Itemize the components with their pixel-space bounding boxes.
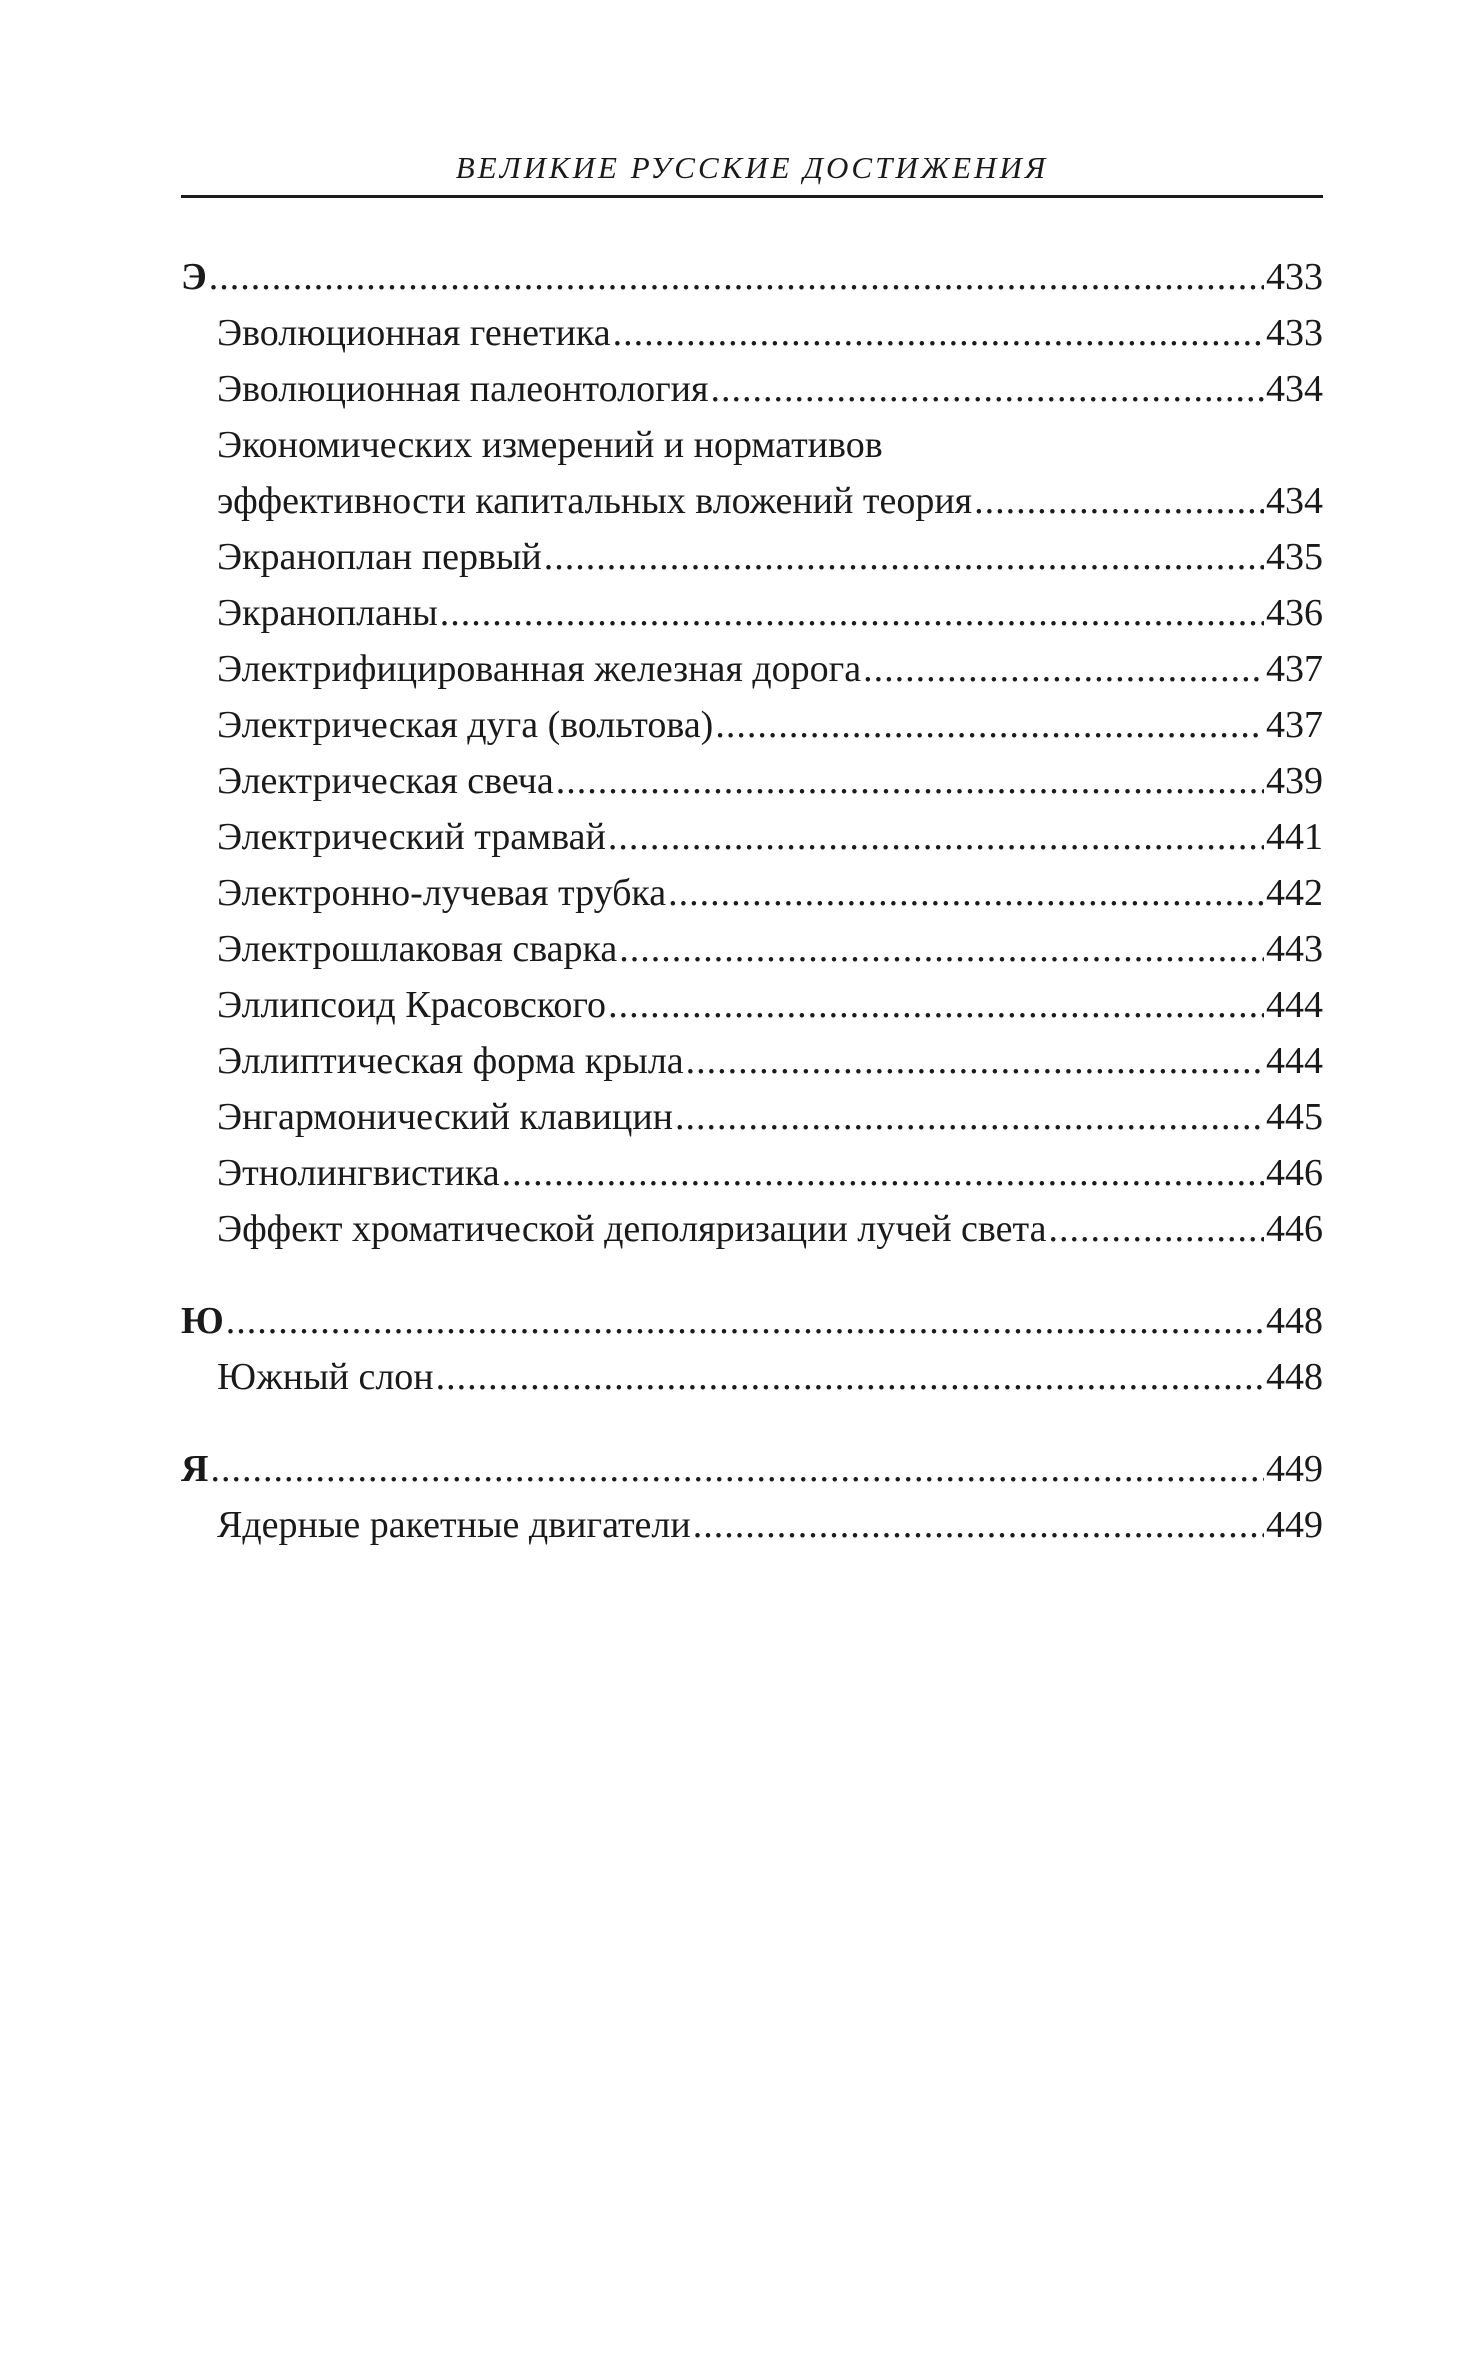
entry-title: Эллипсоид Красовского <box>217 984 607 1026</box>
toc-entry[interactable] <box>181 871 1323 915</box>
section-letter: Э <box>181 256 207 298</box>
page-number: 446 <box>1266 1152 1323 1194</box>
toc-entry[interactable] <box>181 311 1323 355</box>
toc-entry[interactable] <box>181 1355 1323 1399</box>
page-number: 448 <box>1266 1356 1323 1398</box>
dot-leader <box>715 703 1264 747</box>
entry-title: Эффект хроматической деполяризации лучей света <box>217 1208 1047 1250</box>
page-number: 449 <box>1266 1504 1323 1546</box>
page-number: 442 <box>1266 872 1323 914</box>
header-rule <box>181 195 1323 198</box>
entry-title: эффективности капитальных вложений теория <box>217 480 973 522</box>
dot-leader <box>686 1039 1264 1083</box>
toc-section-yu[interactable] <box>181 1299 1323 1343</box>
toc-entry[interactable] <box>181 591 1323 635</box>
dot-leader <box>668 871 1264 915</box>
toc-entry[interactable] <box>181 815 1323 859</box>
entry-title: Ядерные ракетные двигатели <box>217 1504 691 1546</box>
page-number: 449 <box>1266 1448 1323 1490</box>
toc-entry[interactable] <box>181 367 1323 411</box>
page-number: 437 <box>1266 648 1323 690</box>
dot-leader <box>544 535 1264 579</box>
toc-entry[interactable] <box>181 1095 1323 1139</box>
page-number: 439 <box>1266 760 1323 802</box>
toc-entry[interactable] <box>181 535 1323 579</box>
dot-leader <box>502 1151 1264 1195</box>
dot-leader <box>863 647 1264 691</box>
entry-title: Эволюционная генетика <box>217 312 611 354</box>
entry-title: Эллиптическая форма крыла <box>217 1040 684 1082</box>
dot-leader <box>210 1447 1264 1491</box>
entry-title: Южный слон <box>217 1356 434 1398</box>
toc-section-ya[interactable] <box>181 1447 1323 1491</box>
page-number: 446 <box>1266 1208 1323 1250</box>
page-number: 433 <box>1266 312 1323 354</box>
toc-entry[interactable] <box>181 983 1323 1027</box>
toc-entry[interactable] <box>181 927 1323 971</box>
entry-title: Эволюционная палеонтология <box>217 368 709 410</box>
page-number: 434 <box>1266 368 1323 410</box>
entry-title: Энгармонический клавицин <box>217 1096 674 1138</box>
entry-title: Электрический трамвай <box>217 816 606 858</box>
dot-leader <box>619 927 1264 971</box>
toc-entry[interactable] <box>181 759 1323 803</box>
page-number: 441 <box>1266 816 1323 858</box>
toc-entry-multiline[interactable] <box>181 423 1323 523</box>
dot-leader <box>974 479 1264 523</box>
entry-title: Этнолингвистика <box>217 1152 500 1194</box>
dot-leader <box>436 1355 1264 1399</box>
toc-entry[interactable] <box>181 1503 1323 1547</box>
page-number: 437 <box>1266 704 1323 746</box>
dot-leader <box>226 1299 1264 1343</box>
page-number: 433 <box>1266 256 1323 298</box>
entry-title-line1: Экономических измерений и нормативов <box>217 424 883 466</box>
toc-entry[interactable] <box>181 1151 1323 1195</box>
page-number: 435 <box>1266 536 1323 578</box>
dot-leader <box>440 591 1264 635</box>
entry-title: Электрошлаковая сварка <box>217 928 618 970</box>
toc-entry[interactable] <box>181 703 1323 747</box>
dot-leader <box>675 1095 1264 1139</box>
dot-leader <box>1048 1207 1264 1251</box>
section-gap <box>181 1263 1323 1299</box>
dot-leader <box>710 367 1264 411</box>
dot-leader <box>693 1503 1264 1547</box>
entry-title: Электрическая свеча <box>217 760 554 802</box>
dot-leader <box>608 983 1264 1027</box>
entry-title: Экраноплан первый <box>217 536 542 578</box>
entry-title: Экранопланы <box>217 592 438 634</box>
dot-leader <box>209 255 1264 299</box>
dot-leader <box>613 311 1264 355</box>
table-of-contents <box>181 255 1323 1559</box>
dot-leader <box>608 815 1264 859</box>
toc-section-e[interactable] <box>181 255 1323 299</box>
section-letter: Ю <box>181 1300 224 1342</box>
page-number: 448 <box>1266 1300 1323 1342</box>
toc-entry[interactable] <box>181 1039 1323 1083</box>
section-gap <box>181 1411 1323 1447</box>
toc-entry[interactable] <box>181 1207 1323 1251</box>
page-number: 434 <box>1266 480 1323 522</box>
page-number: 444 <box>1266 1040 1323 1082</box>
page-number: 443 <box>1266 928 1323 970</box>
page-number: 436 <box>1266 592 1323 634</box>
section-letter: Я <box>181 1448 209 1490</box>
entry-title: Электрическая дуга (вольтова) <box>217 704 714 746</box>
page-number: 444 <box>1266 984 1323 1026</box>
page-number: 445 <box>1266 1096 1323 1138</box>
dot-leader <box>556 759 1264 803</box>
running-header: ВЕЛИКИЕ РУССКИЕ ДОСТИЖЕНИЯ <box>455 150 1049 185</box>
toc-entry[interactable] <box>181 647 1323 691</box>
entry-title: Электрифицированная железная дорога <box>217 648 862 690</box>
entry-title: Электронно-лучевая трубка <box>217 872 667 914</box>
